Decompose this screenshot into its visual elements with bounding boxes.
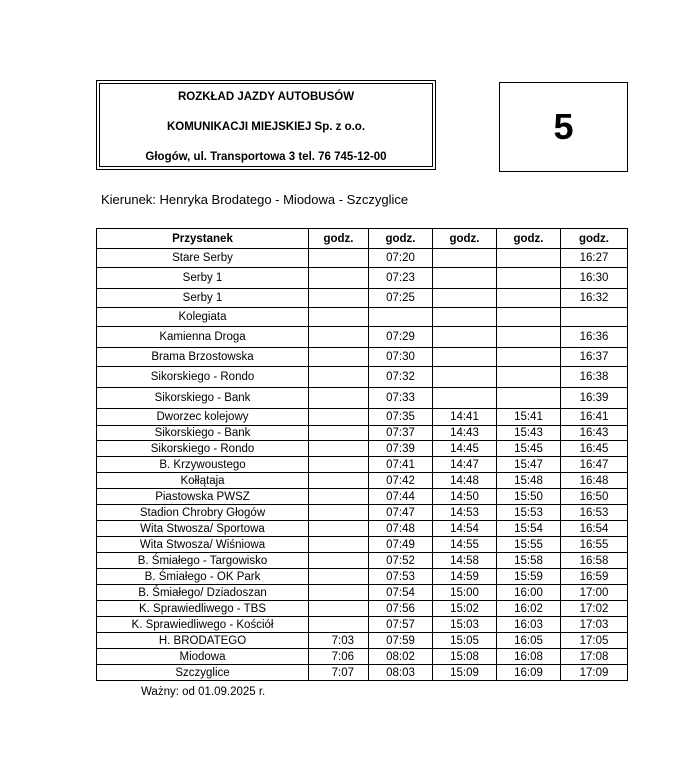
table-row — [97, 617, 628, 633]
departure-time: 16:38 — [561, 367, 628, 388]
departure-time: 16:27 — [561, 249, 628, 268]
departure-time: 07:25 — [369, 289, 433, 308]
departure-time — [309, 327, 369, 348]
departure-time — [309, 569, 369, 585]
table-row — [97, 473, 628, 489]
departure-time: 15:53 — [497, 505, 561, 521]
departure-time: 07:39 — [369, 441, 433, 457]
table-row — [97, 308, 628, 327]
departure-time: 07:44 — [369, 489, 433, 505]
stop-name: B. Śmiałego/ Dziadoszan — [97, 585, 309, 601]
table-row — [97, 249, 628, 268]
departure-time — [309, 489, 369, 505]
column-header: godz. — [433, 229, 497, 249]
timetable-header-row — [97, 229, 628, 249]
table-row — [97, 441, 628, 457]
departure-time — [309, 457, 369, 473]
table-row — [97, 426, 628, 441]
table-row — [97, 585, 628, 601]
stop-name: Brama Brzostowska — [97, 348, 309, 367]
stop-name: Wita Stwosza/ Sportowa — [97, 521, 309, 537]
header-address: Głogów, ul. Transportowa 3 tel. 76 745-12-00 — [145, 151, 387, 163]
departure-time: 15:59 — [497, 569, 561, 585]
departure-time: 16:48 — [561, 473, 628, 489]
stop-name: Wita Stwosza/ Wiśniowa — [97, 537, 309, 553]
departure-time — [433, 289, 497, 308]
departure-time: 16:47 — [561, 457, 628, 473]
header-box — [96, 80, 436, 170]
departure-time: 15:03 — [433, 617, 497, 633]
departure-time — [309, 348, 369, 367]
departure-time: 16:50 — [561, 489, 628, 505]
departure-time — [309, 617, 369, 633]
table-row — [97, 505, 628, 521]
departure-time: 16:39 — [561, 388, 628, 409]
departure-time: 15:41 — [497, 409, 561, 426]
departure-time — [309, 537, 369, 553]
departure-time — [309, 505, 369, 521]
stop-name: K. Sprawiedliwego - TBS — [97, 601, 309, 617]
table-row — [97, 633, 628, 649]
departure-time: 07:41 — [369, 457, 433, 473]
departure-time: 15:02 — [433, 601, 497, 617]
direction-text: Kierunek: Henryka Brodatego - Miodowa - Szczyglice — [101, 192, 409, 207]
departure-time: 07:23 — [369, 268, 433, 289]
departure-time: 16:05 — [497, 633, 561, 649]
departure-time — [433, 348, 497, 367]
departure-time: 14:41 — [433, 409, 497, 426]
stop-name: Serby 1 — [97, 289, 309, 308]
route-number-box — [499, 82, 628, 172]
header-inner — [99, 83, 433, 167]
departure-time — [433, 268, 497, 289]
departure-time: 15:09 — [433, 665, 497, 681]
table-row — [97, 537, 628, 553]
stop-name: Sikorskiego - Bank — [97, 426, 309, 441]
departure-time: 16:45 — [561, 441, 628, 457]
departure-time: 14:58 — [433, 553, 497, 569]
departure-time: 15:43 — [497, 426, 561, 441]
departure-time: 16:54 — [561, 521, 628, 537]
header-title: ROZKŁAD JAZDY AUTOBUSÓW — [177, 91, 355, 103]
departure-time: 16:03 — [497, 617, 561, 633]
departure-time: 14:54 — [433, 521, 497, 537]
table-row — [97, 388, 628, 409]
departure-time: 17:02 — [561, 601, 628, 617]
table-row — [97, 553, 628, 569]
departure-time — [309, 473, 369, 489]
departure-time: 7:06 — [309, 649, 369, 665]
stop-name: Sikorskiego - Rondo — [97, 367, 309, 388]
departure-time: 07:30 — [369, 348, 433, 367]
departure-time: 15:08 — [433, 649, 497, 665]
departure-time — [433, 308, 497, 327]
table-row — [97, 457, 628, 473]
stop-name: K. Sprawiedliwego - Kościół — [97, 617, 309, 633]
departure-time: 07:57 — [369, 617, 433, 633]
stop-name: B. Śmiałego - OK Park — [97, 569, 309, 585]
departure-time — [497, 367, 561, 388]
departure-time: 16:55 — [561, 537, 628, 553]
departure-time — [497, 348, 561, 367]
stop-name: Sikorskiego - Bank — [97, 388, 309, 409]
table-row — [97, 268, 628, 289]
stop-name: Miodowa — [97, 649, 309, 665]
stop-name: Dworzec kolejowy — [97, 409, 309, 426]
departure-time — [497, 388, 561, 409]
column-header: godz. — [561, 229, 628, 249]
departure-time: 07:53 — [369, 569, 433, 585]
departure-time: 16:41 — [561, 409, 628, 426]
departure-time: 17:09 — [561, 665, 628, 681]
departure-time: 14:50 — [433, 489, 497, 505]
departure-time: 07:20 — [369, 249, 433, 268]
column-header: godz. — [497, 229, 561, 249]
departure-time: 15:48 — [497, 473, 561, 489]
departure-time: 16:37 — [561, 348, 628, 367]
departure-time: 07:37 — [369, 426, 433, 441]
departure-time — [369, 308, 433, 327]
table-row — [97, 601, 628, 617]
route-number: 5 — [553, 106, 574, 147]
stop-name: Szczyglice — [97, 665, 309, 681]
departure-time: 16:00 — [497, 585, 561, 601]
departure-time — [309, 289, 369, 308]
table-row — [97, 327, 628, 348]
departure-time — [309, 388, 369, 409]
table-row — [97, 348, 628, 367]
departure-time: 07:47 — [369, 505, 433, 521]
stop-name: Serby 1 — [97, 268, 309, 289]
departure-time: 16:43 — [561, 426, 628, 441]
departure-time: 14:53 — [433, 505, 497, 521]
departure-time — [309, 585, 369, 601]
departure-time: 14:43 — [433, 426, 497, 441]
departure-time: 07:59 — [369, 633, 433, 649]
table-row — [97, 569, 628, 585]
departure-time: 15:45 — [497, 441, 561, 457]
departure-time — [497, 249, 561, 268]
departure-time — [309, 367, 369, 388]
stop-name: Piastowska PWSZ — [97, 489, 309, 505]
departure-time — [309, 521, 369, 537]
departure-time: 16:32 — [561, 289, 628, 308]
departure-time: 15:05 — [433, 633, 497, 649]
departure-time: 16:08 — [497, 649, 561, 665]
stop-name: H. BRODATEGO — [97, 633, 309, 649]
departure-time: 14:55 — [433, 537, 497, 553]
departure-time — [497, 308, 561, 327]
departure-time: 16:30 — [561, 268, 628, 289]
departure-time — [309, 268, 369, 289]
stop-name: Kołłątaja — [97, 473, 309, 489]
departure-time: 16:36 — [561, 327, 628, 348]
departure-time — [309, 441, 369, 457]
departure-time — [433, 388, 497, 409]
table-row — [97, 665, 628, 681]
timetable — [96, 228, 628, 681]
departure-time: 07:33 — [369, 388, 433, 409]
departure-time — [309, 553, 369, 569]
column-header: Przystanek — [97, 229, 309, 249]
departure-time: 16:53 — [561, 505, 628, 521]
stop-name: Stare Serby — [97, 249, 309, 268]
table-row — [97, 367, 628, 388]
departure-time — [433, 249, 497, 268]
stop-name: B. Krzywoustego — [97, 457, 309, 473]
valid-from-text: Ważny: od 01.09.2025 r. — [141, 686, 266, 698]
table-row — [97, 409, 628, 426]
departure-time: 7:07 — [309, 665, 369, 681]
departure-time: 08:02 — [369, 649, 433, 665]
stop-name: Kolegiata — [97, 308, 309, 327]
table-row — [97, 489, 628, 505]
departure-time: 14:48 — [433, 473, 497, 489]
departure-time: 16:58 — [561, 553, 628, 569]
departure-time — [497, 327, 561, 348]
departure-time: 15:54 — [497, 521, 561, 537]
departure-time: 07:48 — [369, 521, 433, 537]
departure-time — [561, 308, 628, 327]
departure-time — [433, 367, 497, 388]
departure-time: 16:59 — [561, 569, 628, 585]
departure-time: 07:54 — [369, 585, 433, 601]
departure-time — [497, 268, 561, 289]
departure-time: 07:35 — [369, 409, 433, 426]
timetable-body — [97, 249, 628, 681]
departure-time: 17:03 — [561, 617, 628, 633]
departure-time: 07:52 — [369, 553, 433, 569]
departure-time — [433, 327, 497, 348]
stop-name: Stadion Chrobry Głogów — [97, 505, 309, 521]
stop-name: Sikorskiego - Rondo — [97, 441, 309, 457]
departure-time — [309, 426, 369, 441]
stop-name: B. Śmiałego - Targowisko — [97, 553, 309, 569]
departure-time: 07:29 — [369, 327, 433, 348]
departure-time: 17:08 — [561, 649, 628, 665]
departure-time — [497, 289, 561, 308]
departure-time: 17:05 — [561, 633, 628, 649]
departure-time: 16:09 — [497, 665, 561, 681]
table-row — [97, 521, 628, 537]
departure-time: 17:00 — [561, 585, 628, 601]
departure-time — [309, 601, 369, 617]
departure-time: 07:32 — [369, 367, 433, 388]
table-row — [97, 649, 628, 665]
departure-time: 14:47 — [433, 457, 497, 473]
header-company: KOMUNIKACJI MIEJSKIEJ Sp. z o.o. — [166, 121, 366, 133]
departure-time: 14:59 — [433, 569, 497, 585]
departure-time: 7:03 — [309, 633, 369, 649]
column-header: godz. — [369, 229, 433, 249]
departure-time — [309, 308, 369, 327]
departure-time: 14:45 — [433, 441, 497, 457]
departure-time: 15:00 — [433, 585, 497, 601]
departure-time: 07:42 — [369, 473, 433, 489]
stop-name: Kamienna Droga — [97, 327, 309, 348]
departure-time: 08:03 — [369, 665, 433, 681]
departure-time: 15:47 — [497, 457, 561, 473]
departure-time — [309, 409, 369, 426]
table-row — [97, 289, 628, 308]
departure-time: 16:02 — [497, 601, 561, 617]
departure-time: 07:56 — [369, 601, 433, 617]
departure-time — [309, 249, 369, 268]
departure-time: 15:58 — [497, 553, 561, 569]
departure-time: 15:55 — [497, 537, 561, 553]
column-header: godz. — [309, 229, 369, 249]
departure-time: 15:50 — [497, 489, 561, 505]
departure-time: 07:49 — [369, 537, 433, 553]
